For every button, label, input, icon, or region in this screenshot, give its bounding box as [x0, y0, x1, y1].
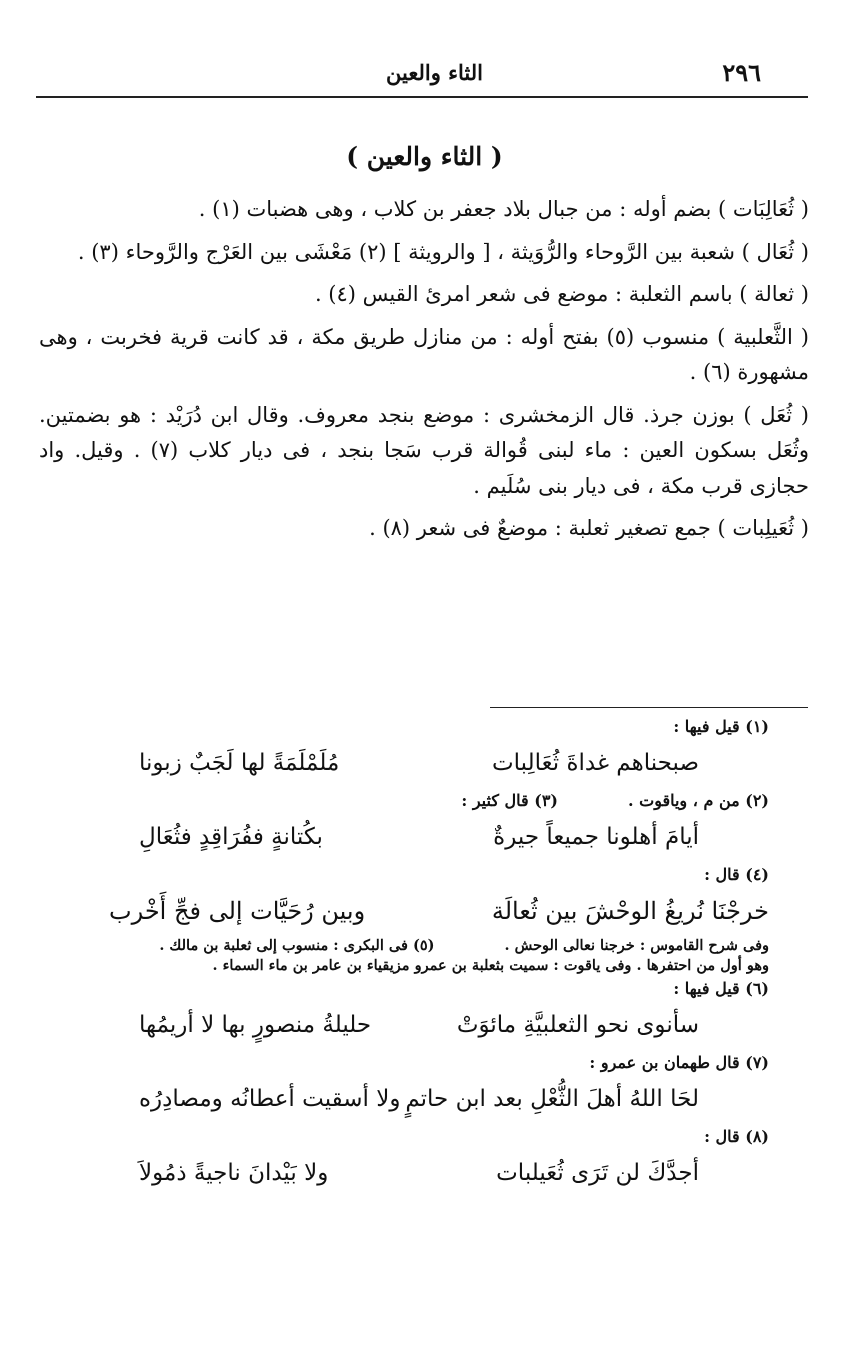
- section-title: ( الثاء والعين ): [346, 142, 503, 171]
- footnote-3-label: (٣) قال كثير :: [461, 791, 558, 810]
- footnote-4-verse: [109, 892, 769, 930]
- footnote-rule: [490, 707, 808, 708]
- entry-thual: ( ثُعَال ) شعبة بين الرَّوحاء والرُّوَيثة ، [ والرويثة ] (٢) مَعْشَى بين العَرْج والرَّوحاء (٣) .: [77, 239, 809, 264]
- verse-hemistich-second: حليلةُ منصورٍ بها لا أريمُها: [139, 1012, 372, 1038]
- footnote-6-verse: [139, 1006, 699, 1044]
- entry-thualah: ( ثعالة ) باسم الثعلبة : موضع فى شعر امرئ القيس (٤) .: [314, 282, 809, 306]
- footnote-1-label: (١) قيل فيها :: [673, 717, 769, 736]
- footnote-8-label: (٨) قال :: [704, 1127, 769, 1146]
- verse-hemistich-first: صبحناهم غداةَ ثُعَالِبات: [492, 750, 699, 776]
- footnote-4-label: (٤) قال :: [704, 865, 769, 884]
- verse-hemistich-second: ولا بَيْدانَ ناجيةً ذمُولاَ: [139, 1160, 329, 1186]
- entry-thualibat: ( ثُعَالِبَات ) بضم أوله : من جبال بلاد جعفر بن كلاب ، وهى هضبات (١) .: [198, 197, 809, 221]
- entries-body: [39, 192, 809, 554]
- footnote-3-verse: [139, 818, 699, 856]
- verse-hemistich-first: خرجْنَا نُريغُ الوحْشَ بين ثُعالَة: [491, 897, 769, 925]
- footnote-1-verse: [139, 744, 699, 782]
- header-rule: [36, 96, 808, 98]
- entry-thual-2: ( ثُعَل ) بوزن جرذ. قال الزمخشرى : موضع بنجد معروف. وقال ابن دُرَيْد : هو بضمتين. وثُعَل بسكون العين : ماء لبنى قُوالة قرب سَجا بنجد ، فى ديار كلاب (٧) . وقيل. واد حجازى قرب مكة ، فى ديار بنى سُلَيم .: [39, 402, 809, 498]
- footnote-5-continuation: وهو أول من احتفرها . وفى ياقوت : سميت بثعلبة بن عمرو مزيقياء بن عامر بن ماء السماء .: [212, 957, 769, 974]
- running-title: الثاء والعين: [386, 60, 483, 85]
- footnote-7-verse: [139, 1080, 699, 1118]
- footnote-2-label: (٢) من م ، وياقوت .: [627, 791, 769, 810]
- verse-hemistich-second: ولا أسقيت أعطانُه ومصادِرُه: [139, 1086, 401, 1112]
- footnote-2-3-line: [9, 788, 769, 814]
- footnote-6-label: (٦) قيل فيها :: [673, 979, 769, 998]
- footnotes: [9, 714, 769, 1198]
- page-header: [36, 58, 813, 92]
- entry-thalabiyyah: ( الثَّعلبية ) منسوب (٥) بفتح أوله : من منازل طريق مكة ، قد كانت قرية فخربت ، وهى مشهورة (٦) .: [39, 324, 809, 384]
- verse-hemistich-first: أجدَّكَ لن تَرَى ثُعَيلبات: [496, 1160, 699, 1186]
- verse-hemistich-first: لحَا اللهُ أهلَ الثُّعْلِ بعد ابن حاتمٍ: [405, 1086, 699, 1112]
- footnote-7-label: (٧) قال طهمان بن عمرو :: [589, 1053, 769, 1072]
- footnote-8-verse: [139, 1154, 699, 1192]
- verse-hemistich-second: مُلَمْلَمَةً لها لَجَبٌ زبونا: [139, 750, 340, 776]
- footnote-4-note: وفى شرح القاموس : خرجنا نعالى الوحش .: [504, 937, 769, 954]
- footnote-5-label: (٥) فى البكرى : منسوب إلى ثعلبة بن مالك .: [159, 937, 435, 954]
- verse-hemistich-first: أيامَ أهلونا جميعاً جيرةٌ: [493, 824, 699, 850]
- footnote-4-5-line: [9, 936, 769, 956]
- verse-hemistich-second: وبين رُحَيَّات إلى فجِّ أَخْرب: [109, 897, 366, 925]
- verse-hemistich-second: بكُتانةٍ ففُرَاقِدٍ فثُعَالِ: [139, 824, 323, 850]
- page-number: ٢٩٦: [722, 58, 761, 87]
- entry-thuaylibat: ( ثُعَيلِبات ) جمع تصغير ثعلبة : موضعٌ فى شعر (٨) .: [369, 516, 809, 540]
- verse-hemistich-first: سأنوى نحو الثعلبيَّةِ مائوَتْ: [456, 1012, 699, 1038]
